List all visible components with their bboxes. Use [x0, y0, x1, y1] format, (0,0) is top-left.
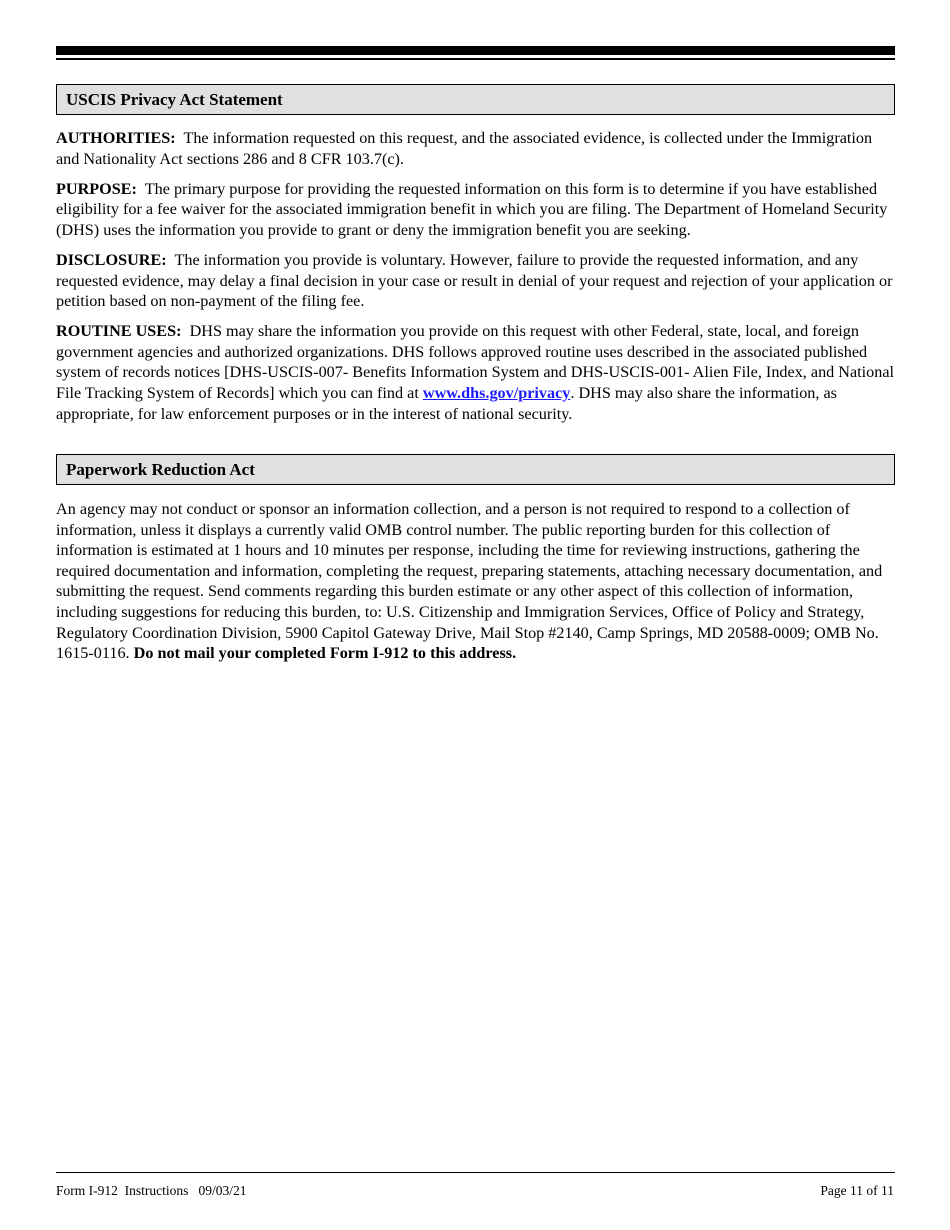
paperwork-text: An agency may not conduct or sponsor an information collection, and a person is not required to respond to a collection of information, unless it displays a currently valid OMB control number. The public reporting burden for this collection of information is estimated at 1 hours and 10 minutes per response, including the time for reviewing instructions, gathering the required documentation and information, completing the request, preparing statements, attaching necessary documentation, and submitting the request. Send comments regarding this burden estimate or any other aspect of this collection of information, including suggestions for reducing this burden, to: U.S. Citizenship and Immigration Services, Office of Policy and Strategy, Regulatory Coordination Division, 5900 Capitol Gateway Drive, Mail Stop #2140, Camp Springs, MD 20588-0009; OMB No. 1615-0116. [56, 500, 883, 663]
paperwork-bold-notice: Do not mail your completed Form I-912 to this address. [133, 644, 517, 663]
top-rule-thin [56, 58, 895, 60]
authorities-text: The information requested on this request, and the associated evidence, is collected under the Immigration and Nationality Act sections 286 and 8 CFR 103.7(c). [56, 129, 873, 168]
purpose-paragraph [56, 179, 895, 241]
authorities-label: AUTHORITIES: [56, 129, 176, 147]
routine-uses-text: DHS may share the information you provide on this request with other Federal, state, local, and foreign government agencies and authorized organizations. DHS follows approved routine uses described in the associated published system of records notices [DHS-USCIS-007- Benefits Information System and DHS-USCIS-001- Alien File, Index, and National File Tracking System of Records] which you can find at [56, 322, 895, 403]
footer-page-number: Page 11 of 11 [820, 1183, 894, 1198]
privacy-act-content [56, 128, 895, 434]
routine-uses-label: ROUTINE USES: [56, 322, 182, 341]
disclosure-label: DISCLOSURE: [56, 250, 167, 269]
purpose-text: The primary purpose for providing the requested information on this form is to determine if you have established eligibility for a fee waiver for the associated immigration benefit in which you are filing. The Department of Homeland Security (DHS) uses the information you provide to grant or deny the immigration benefit you are seeking. [56, 179, 888, 239]
paperwork-reduction-content [56, 499, 895, 673]
paperwork-reduction-header: Paperwork Reduction Act [56, 454, 895, 485]
footer-form-info: Form I-912 Instructions 09/03/21 [56, 1183, 247, 1198]
privacy-act-header: USCIS Privacy Act Statement [56, 84, 895, 115]
authorities-paragraph [56, 128, 895, 169]
disclosure-paragraph [56, 250, 895, 312]
top-rule-thick [56, 46, 895, 55]
purpose-label: PURPOSE: [56, 179, 137, 198]
footer-rule [56, 1172, 895, 1173]
routine-uses-text-after: . DHS may also share the information, as appropriate, for law enforcement purposes or in the interest of national security. [56, 384, 837, 423]
paperwork-paragraph [56, 499, 895, 664]
disclosure-text: The information you provide is voluntary. However, failure to provide the requested information, and any requested evidence, may delay a final decision in your case or result in denial of your request and rejection of your application or petition based on non-payment of the filing fee. [56, 250, 893, 311]
routine-uses-paragraph [56, 321, 895, 424]
dhs-privacy-link[interactable]: www.dhs.gov/privacy [422, 384, 571, 403]
